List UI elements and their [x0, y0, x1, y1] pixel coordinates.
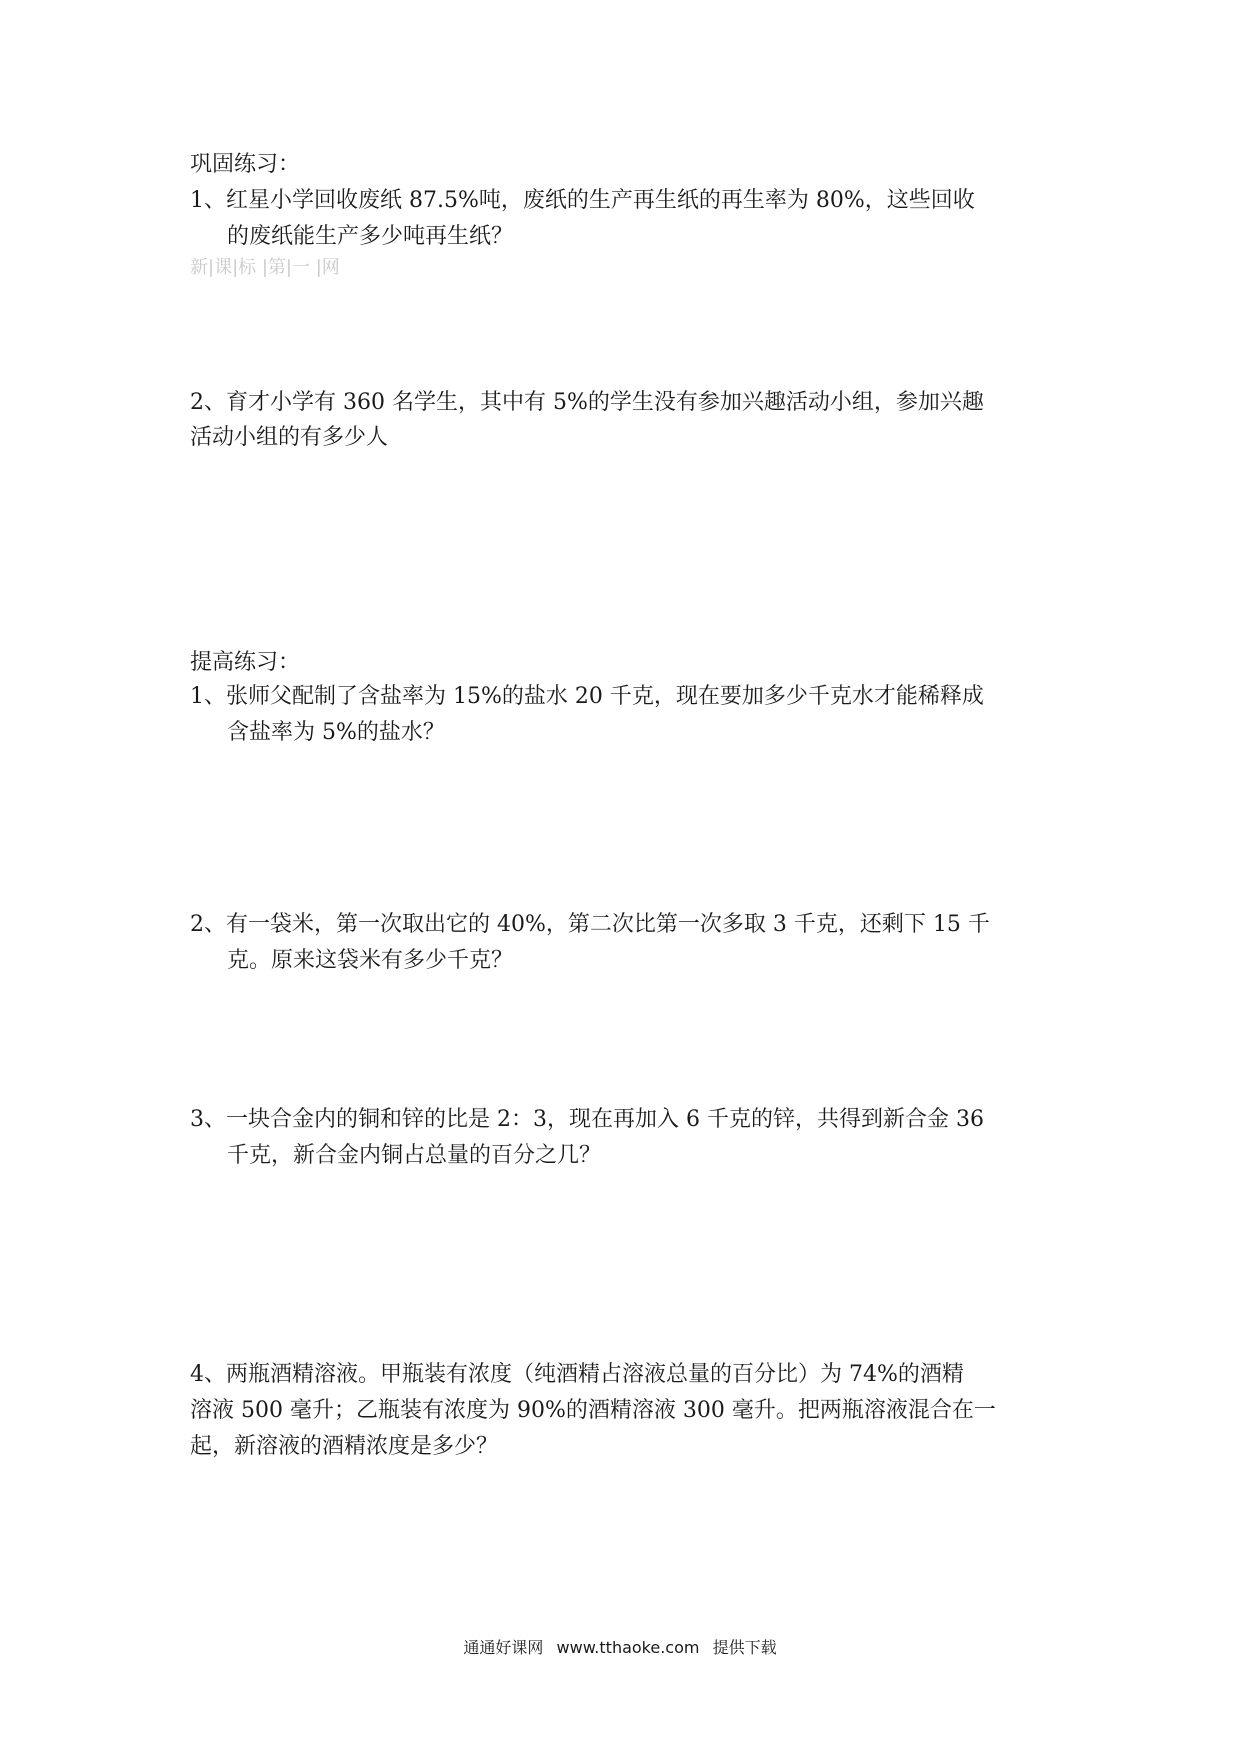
advanced-question-3-line-2: 千克，新合金内铜占总量的百分之几？ [227, 1143, 602, 1168]
advanced-question-4-line-1: 4、两瓶酒精溶液。甲瓶装有浓度（纯酒精占溶液总量的百分比）为 74%的酒精 [190, 1362, 964, 1387]
advanced-question-4-line-2: 溶液 500 毫升；乙瓶装有浓度为 90%的酒精溶液 300 毫升。把两瓶溶液混合在一 [190, 1398, 996, 1423]
advanced-question-1-line-2: 含盐率为 5%的盐水？ [227, 720, 445, 745]
footer-url[interactable]: www.tthaoke.com [556, 1638, 700, 1657]
advanced-question-4-line-3: 起，新溶液的酒精浓度是多少？ [190, 1434, 499, 1459]
page-footer [0, 1635, 1240, 1658]
question-2-line-1: 2、育才小学有 360 名学生，其中有 5%的学生没有参加兴趣活动小组，参加兴趣 [190, 390, 984, 415]
footer-note: 提供下载 [712, 1638, 777, 1657]
question-2-line-2: 活动小组的有多少人 [190, 425, 389, 450]
question-1-line-1: 1、红星小学回收废纸 87.5%吨，废纸的生产再生纸的再生率为 80%，这些回收 [190, 188, 975, 213]
footer-site-name: 通通好课网 [463, 1638, 544, 1657]
advanced-question-2-line-2: 克。原来这袋米有多少千克？ [227, 948, 514, 973]
watermark-text: 新|课|标 |第|一 |网 [190, 257, 340, 278]
section-heading-consolidation: 巩固练习： [190, 152, 301, 177]
question-1-line-2: 的废纸能生产多少吨再生纸？ [227, 224, 514, 249]
section-heading-advanced: 提高练习： [190, 650, 301, 675]
advanced-question-3-line-1: 3、一块合金内的铜和锌的比是 2：3，现在再加入 6 千克的锌，共得到新合金 36 [190, 1107, 984, 1132]
advanced-question-2-line-1: 2、有一袋米，第一次取出它的 40%，第二次比第一次多取 3 千克，还剩下 15 千 [190, 912, 990, 937]
advanced-question-1-line-1: 1、张师父配制了含盐率为 15%的盐水 20 千克，现在要加多少千克水才能稀释成 [190, 684, 984, 709]
